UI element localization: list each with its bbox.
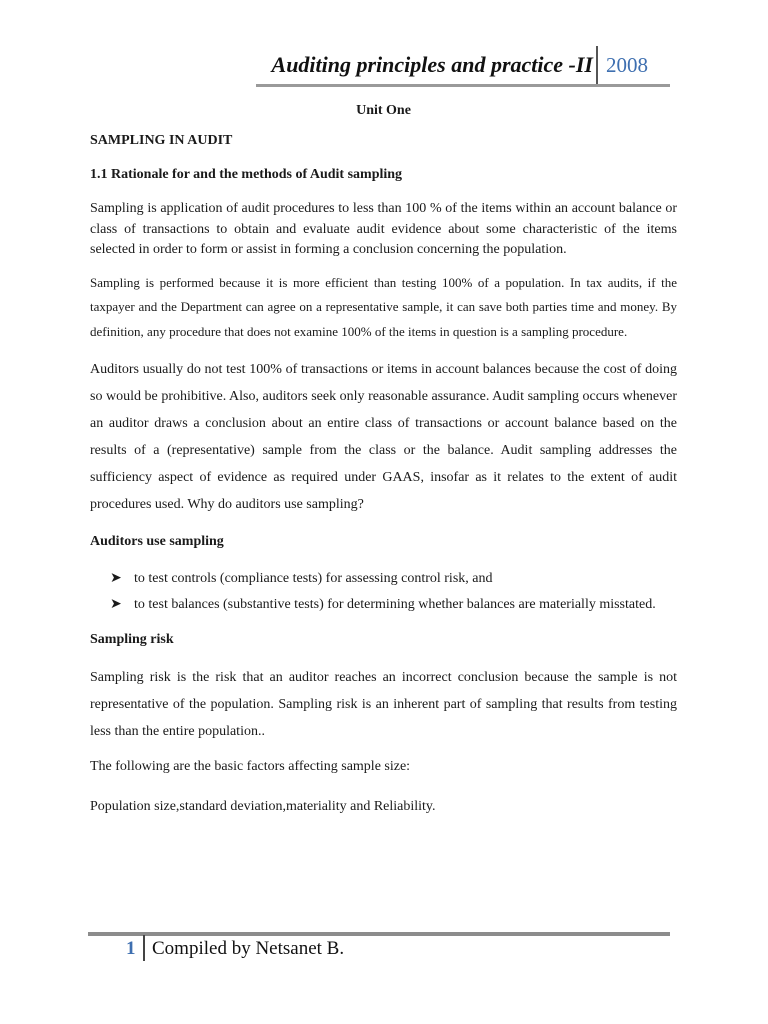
footer-credit: Compiled by Netsanet B.	[152, 938, 345, 959]
header-year: 2008	[606, 53, 648, 77]
list-item	[90, 566, 677, 592]
paragraph-reasons: Auditors usually do not test 100% of transactions or items in account balances because the cost of doing so would be prohibitive. Also, auditors seek only reasonable assurance. Audit sampling occurs whenever an auditor draws a conclusion about an entire class of transactions or account balance based on the results of a (representative) sample from the class or the balance. Audit sampling addresses the sufficiency aspect of evidence as required under GAAS, insofar as it relates to the extent of audit procedures used. Why do auditors use sampling?	[90, 362, 677, 512]
list-item-text: to test controls (compliance tests) for assessing control risk, and	[134, 571, 493, 586]
auditors-use-heading: Auditors use sampling	[90, 534, 224, 549]
arrow-bullet-icon: ➤	[110, 571, 122, 586]
header-rule	[256, 84, 670, 87]
paragraph-factors-intro: The following are the basic factors affecting sample size:	[90, 759, 411, 774]
paragraph-definition: Sampling is application of audit procedures to less than 100 % of the items within an account balance or class of transactions to obtain and evaluate audit evidence about some characteristic of the items selected in order to form or assist in forming a conclusion concerning the population.	[90, 201, 677, 257]
arrow-bullet-icon: ➤	[110, 597, 122, 612]
header-title: Auditing principles and practice -II	[271, 52, 593, 77]
section-title: SAMPLING IN AUDIT	[90, 133, 233, 148]
header-divider	[596, 46, 598, 86]
paragraph-sampling-risk: Sampling risk is the risk that an auditor reaches an incorrect conclusion because the sample is not representative of the population. Sampling risk is an inherent part of sampling that results from testing less than the entire population..	[90, 670, 677, 739]
list-item	[90, 592, 677, 618]
sampling-risk-heading: Sampling risk	[90, 632, 174, 647]
list-item-text: to test balances (substantive tests) for determining whether balances are materially misstated.	[134, 597, 656, 612]
paragraph-efficiency: Sampling is performed because it is more efficient than testing 100% of a population. In tax audits, if the taxpayer and the Department can agree on a representative sample, it can save both parties time and money. By definition, any procedure that does not examine 100% of the items in question is a sampling procedure.	[90, 274, 677, 339]
footer-divider	[143, 935, 145, 961]
document-body	[90, 101, 677, 817]
paragraph-factors: Population size,standard deviation,materiality and Reliability.	[90, 799, 436, 814]
footer-rule	[88, 932, 670, 936]
page-number: 1	[126, 938, 136, 959]
subsection-title: 1.1 Rationale for and the methods of Audit sampling	[90, 167, 403, 182]
unit-heading: Unit One	[356, 103, 411, 118]
bullet-list	[90, 566, 677, 618]
